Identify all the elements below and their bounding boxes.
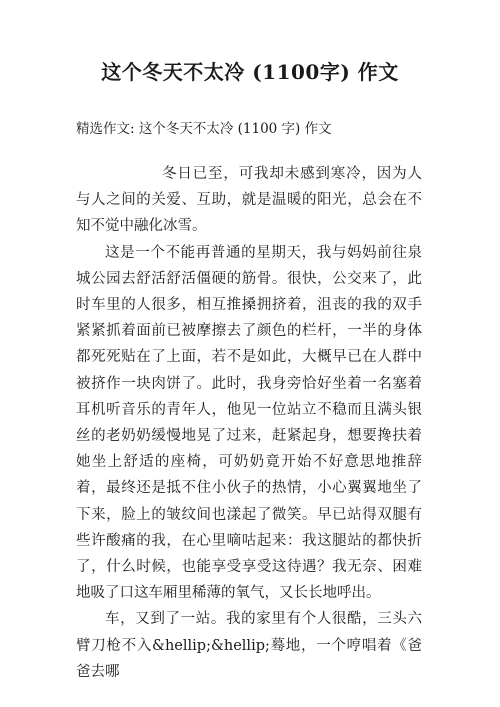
paragraph-bus-story: 这是一个不能再普通的星期天，我与妈妈前往泉城公园去舒活舒活僵硬的筋骨。很快，公交来了，此时车里的人很多，相互推搡拥挤着，沮丧的我的双手紧紧抓着面前已被摩擦去了颜色的栏杆，一半的身体都死死贴在了上面，若不是如此，大概早已在人群中被挤作一块肉饼了。此时，我身旁恰好坐着一名塞着耳机听音乐的青年人，他见一位站立不稳而且满头银丝的老奶奶缓慢地晃了过来，赶紧起身，想要搀扶着她坐上舒适的座椅，可奶奶竟开始不好意思地推辞着，最终还是抵不住小伙子的热情，小心翼翼地坐了下来，脸上的皱纹间也漾起了微笑。早已站得双腿有些许酸痛的我，在心里嘀咕起来：我这腿站的都快折了，什么时候，也能享受享受这待遇？我无奈、困难地吸了口这车厢里稀薄的氧气，又长长地呼出。 [76, 244, 422, 602]
paragraph-next-stop: 车，又到了一站。我的家里有个人很酷，三头六臂刀枪不入&hellip;&hellip;蓦地，一个哼唱着《爸爸去哪 [76, 611, 422, 680]
document-subtitle: 精选作文: 这个冬天不太冷 (1100 字) 作文 [76, 121, 332, 137]
document-title: 这个冬天不太冷 (1100字) 作文 [101, 60, 399, 84]
paragraph-intro: 冬日已至，可我却未感到寒冷，因为人与人之间的关爱、互助，就是温暖的阳光，总会在不知不觉中融化冰雪。 [76, 166, 422, 235]
article-body [76, 161, 422, 685]
